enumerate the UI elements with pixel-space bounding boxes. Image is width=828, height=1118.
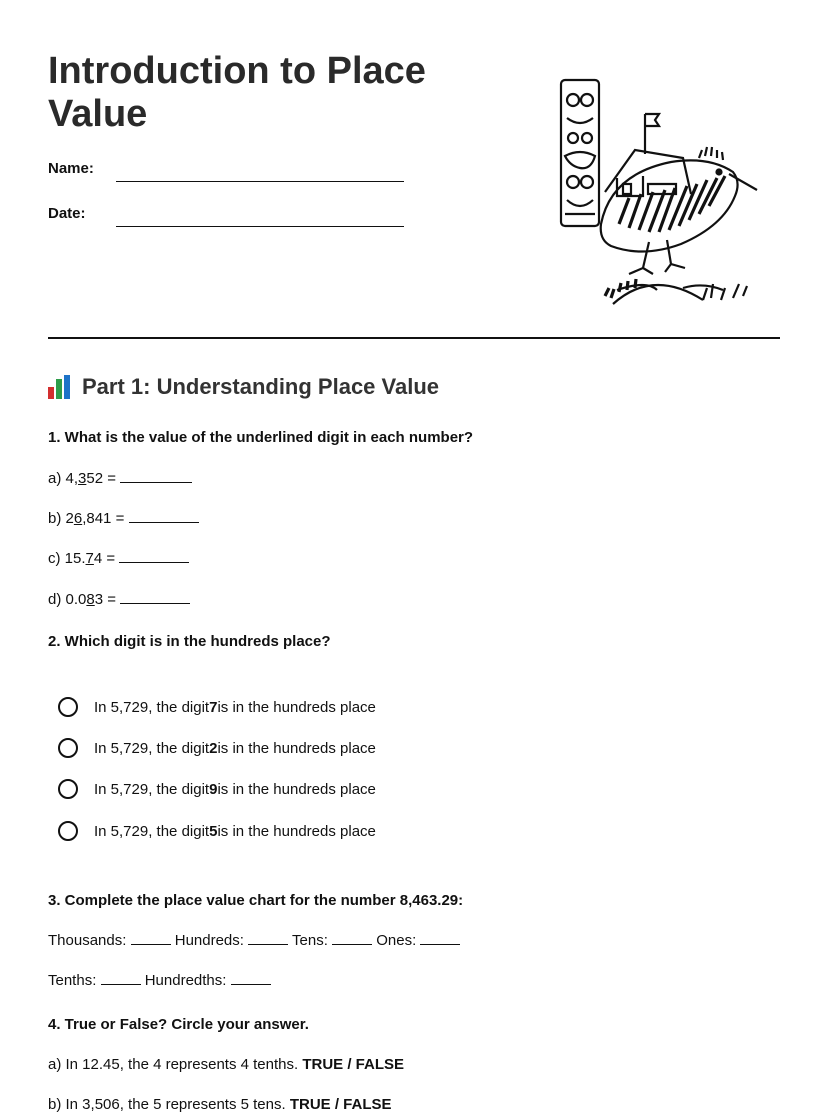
page-title: Introduction to Place Value <box>48 50 426 135</box>
radio-button[interactable] <box>58 738 78 758</box>
radio-button[interactable] <box>58 779 78 799</box>
date-field[interactable] <box>116 226 404 227</box>
answer-blank[interactable] <box>120 591 190 604</box>
section-divider <box>48 337 780 339</box>
true-false-choice[interactable]: TRUE / FALSE <box>302 1056 405 1073</box>
radio-button[interactable] <box>58 821 78 841</box>
answer-blank[interactable] <box>248 932 288 945</box>
q2-option-4[interactable]: In 5,729, the digit 5 is in the hundreds place <box>58 821 376 841</box>
part1-heading <box>48 374 439 400</box>
true-false-choice[interactable]: TRUE / FALSE <box>289 1096 392 1113</box>
q1-item-d: d) 0.083 = <box>48 591 190 608</box>
question-2-prompt: 2. Which digit is in the hundreds place? <box>48 633 331 650</box>
q3-row-1: Thousands: Hundreds: Tens: Ones: <box>48 932 460 949</box>
radio-button[interactable] <box>58 697 78 717</box>
q4-item-b: b) In 3,506, the 5 represents 5 tens. TRUE / FALSE <box>48 1096 392 1113</box>
date-label: Date: <box>48 205 86 222</box>
q3-row-2: Tenths: Hundredths: <box>48 972 271 989</box>
name-label: Name: <box>48 160 94 177</box>
question-4-prompt: 4. True or False? Circle your answer. <box>48 1016 309 1033</box>
part1-heading-text: Part 1: Understanding Place Value <box>82 374 440 399</box>
name-field[interactable] <box>116 181 404 182</box>
q1-item-c: c) 15.74 = <box>48 550 189 567</box>
answer-blank[interactable] <box>119 550 189 563</box>
q4-item-a: a) In 12.45, the 4 represents 4 tenths. TRUE / FALSE <box>48 1056 405 1073</box>
bar-chart-icon <box>48 375 72 399</box>
question-3-prompt: 3. Complete the place value chart for the number 8,463.29: <box>48 892 464 909</box>
answer-blank[interactable] <box>231 972 271 985</box>
answer-blank[interactable] <box>420 932 460 945</box>
answer-blank[interactable] <box>129 510 199 523</box>
q2-option-2[interactable]: In 5,729, the digit 2 is in the hundreds place <box>58 738 376 758</box>
kiwi-bird-illustration <box>553 74 758 319</box>
answer-blank[interactable] <box>101 972 141 985</box>
q2-option-1[interactable]: In 5,729, the digit 7 is in the hundreds place <box>58 697 376 717</box>
question-1-prompt: 1. What is the value of the underlined digit in each number? <box>48 429 474 446</box>
q1-item-a: a) 4,352 = <box>48 470 192 487</box>
q1-item-b: b) 26,841 = <box>48 510 199 527</box>
answer-blank[interactable] <box>332 932 372 945</box>
answer-blank[interactable] <box>131 932 171 945</box>
answer-blank[interactable] <box>120 470 192 483</box>
q2-option-3[interactable]: In 5,729, the digit 9 is in the hundreds place <box>58 779 376 799</box>
